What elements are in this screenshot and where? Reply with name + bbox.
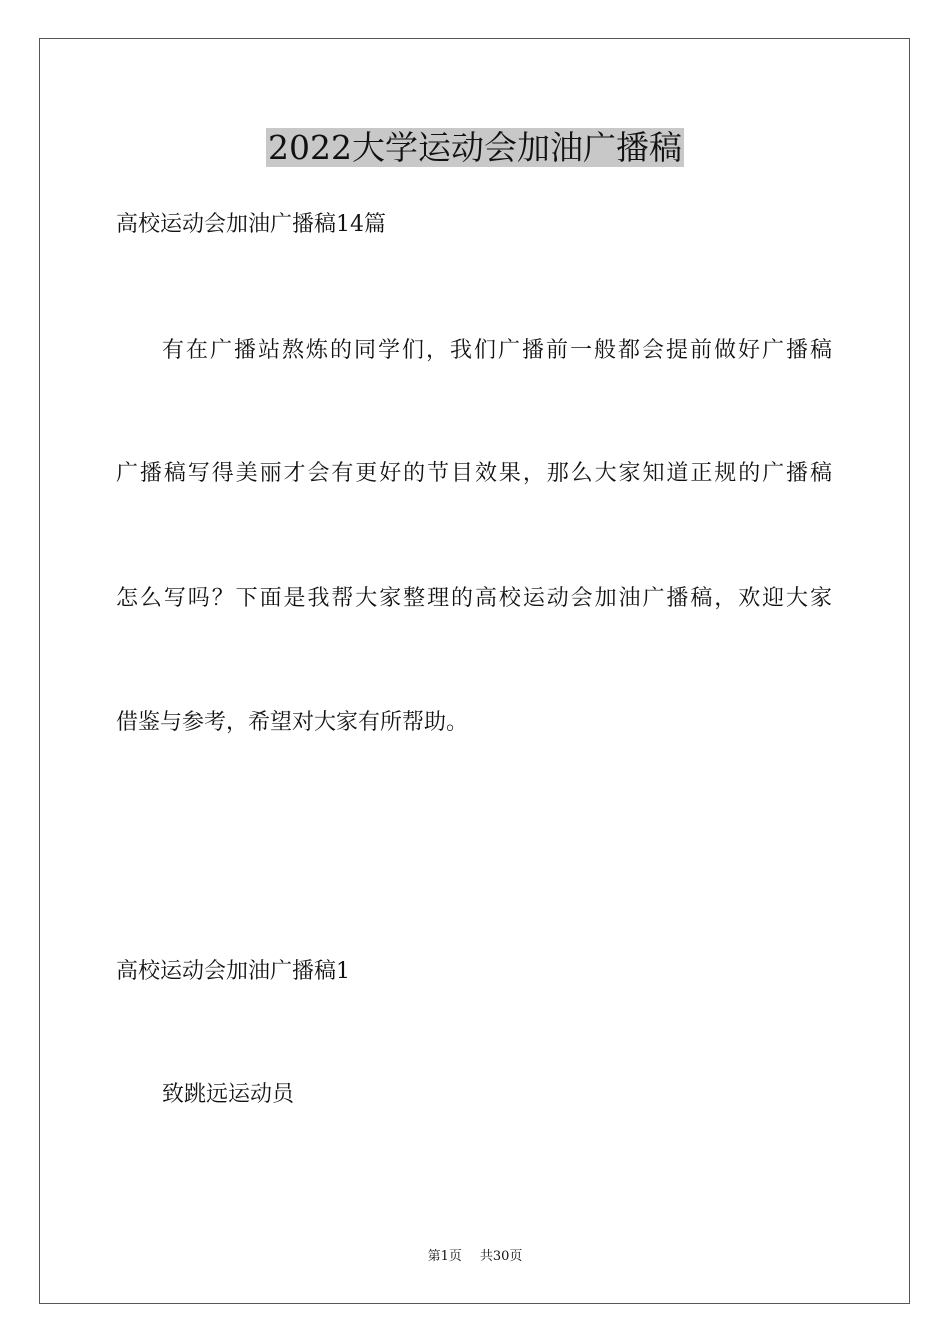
- section-heading: 高校运动会加油广播稿1: [116, 959, 350, 984]
- intro-line: 怎么写吗？下面是我帮大家整理的高校运动会加油广播稿，欢迎大家: [116, 586, 832, 611]
- page-total: 共30页: [479, 1249, 523, 1264]
- document-title-text: 2022大学运动会加油广播稿: [268, 128, 682, 167]
- page-footer: [0, 1248, 950, 1266]
- document-subtitle: 高校运动会加油广播稿14篇: [116, 212, 386, 237]
- document-title: [0, 126, 950, 170]
- intro-line: 借鉴与参考，希望对大家有所帮助。: [116, 710, 469, 735]
- page-number: 第1页: [427, 1249, 462, 1264]
- intro-line: 有在广播站熬炼的同学们，我们广播前一般都会提前做好广播稿: [162, 338, 832, 363]
- addressee-line: 致跳远运动员: [162, 1082, 295, 1107]
- intro-line: 广播稿写得美丽才会有更好的节目效果，那么大家知道正规的广播稿: [116, 461, 832, 486]
